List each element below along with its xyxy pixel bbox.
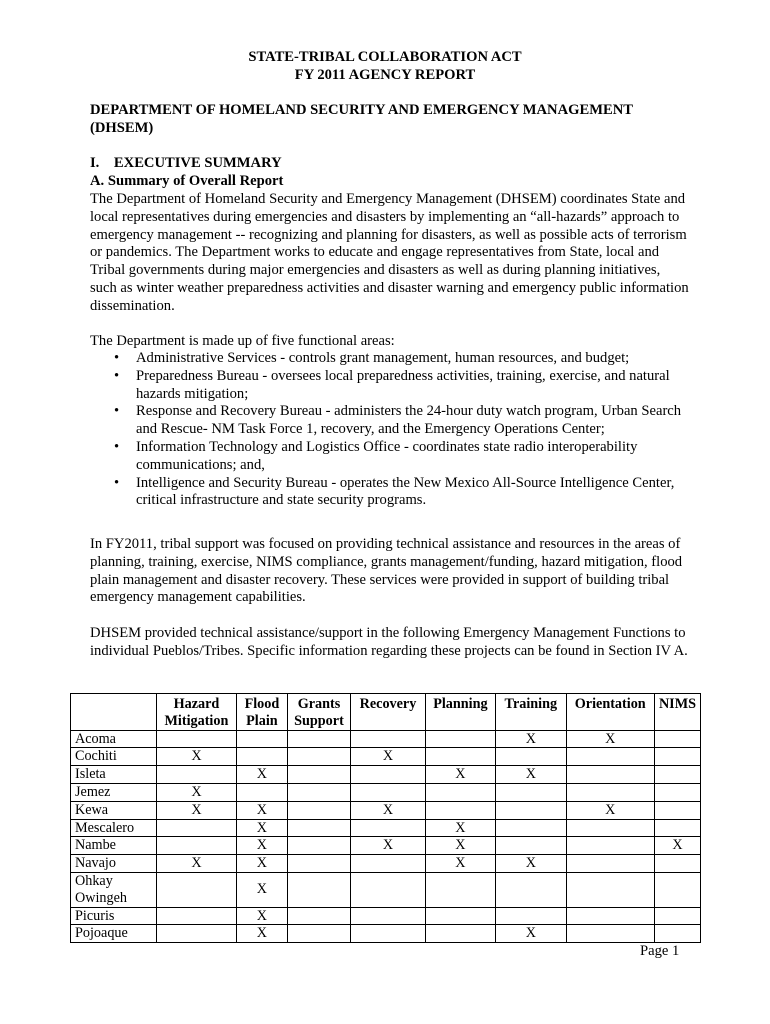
cell-recovery: [351, 872, 425, 907]
cell-hazard-mitigation: [156, 907, 236, 925]
cell-grants-support: [287, 783, 351, 801]
cell-orientation: [566, 819, 654, 837]
header-cell-planning: Planning: [425, 694, 495, 731]
cell-tribe: Cochiti: [71, 748, 157, 766]
cell-grants-support: [287, 855, 351, 873]
cell-recovery: [351, 730, 425, 748]
cell-hazard-mitigation: [156, 925, 236, 943]
cell-nims: [654, 819, 700, 837]
cell-planning: X: [425, 837, 495, 855]
cell-planning: [425, 748, 495, 766]
cell-orientation: [566, 907, 654, 925]
cell-flood-plain: X: [237, 766, 288, 784]
department-name: [90, 102, 690, 138]
cell-flood-plain: [237, 783, 288, 801]
cell-hazard-mitigation: [156, 837, 236, 855]
cell-tribe: Acoma: [71, 730, 157, 748]
cell-training: [496, 748, 566, 766]
cell-tribe: Isleta: [71, 766, 157, 784]
cell-tribe: Nambe: [71, 837, 157, 855]
cell-tribe: Mescalero: [71, 819, 157, 837]
table-row: [71, 872, 701, 907]
cell-hazard-mitigation: X: [156, 783, 236, 801]
report-title-line-1: STATE-TRIBAL COLLABORATION ACT: [248, 49, 522, 65]
list-item: • Intelligence and Security Bureau - operates the New Mexico All-Source Intelligence Center, critical infrastructure and state security programs.: [90, 475, 690, 511]
list-item: • Preparedness Bureau - oversees local preparedness activities, training, exercise, and natural hazards mitigation;: [90, 368, 690, 404]
cell-planning: [425, 907, 495, 925]
cell-flood-plain: X: [237, 925, 288, 943]
cell-flood-plain: [237, 748, 288, 766]
cell-orientation: [566, 766, 654, 784]
cell-tribe: Kewa: [71, 801, 157, 819]
cell-grants-support: [287, 730, 351, 748]
table-row: [71, 837, 701, 855]
cell-grants-support: [287, 801, 351, 819]
table-header-row: [71, 694, 701, 731]
cell-training: X: [496, 766, 566, 784]
cell-flood-plain: X: [237, 872, 288, 907]
cell-flood-plain: X: [237, 801, 288, 819]
cell-tribe: Pojoaque: [71, 925, 157, 943]
header-cell-training: Training: [496, 694, 566, 731]
cell-training: X: [496, 925, 566, 943]
cell-orientation: [566, 783, 654, 801]
cell-tribe: Ohkay Owingeh: [71, 872, 157, 907]
header-cell-flood-plain: Flood Plain: [237, 694, 288, 731]
cell-planning: [425, 730, 495, 748]
cell-recovery: [351, 819, 425, 837]
cell-recovery: [351, 783, 425, 801]
department-name-line-2: (DHSEM): [90, 119, 154, 136]
cell-planning: X: [425, 766, 495, 784]
cell-hazard-mitigation: [156, 730, 236, 748]
cell-recovery: X: [351, 837, 425, 855]
cell-planning: [425, 872, 495, 907]
cell-training: X: [496, 730, 566, 748]
cell-nims: [654, 783, 700, 801]
table-body: [71, 730, 701, 943]
table-row: [71, 766, 701, 784]
cell-planning: [425, 925, 495, 943]
department-name-line-1: DEPARTMENT OF HOMELAND SECURITY AND EMERGENCY MANAGEMENT: [90, 102, 633, 118]
cell-nims: [654, 907, 700, 925]
fy2011-paragraph: In FY2011, tribal support was focused on providing technical assistance and resources in the areas of planning, training, exercise, NIMS compliance, grants management/funding, hazard mitigation, flood plain management and disaster recovery. These services were provided in support of building tribal emergency management capabilities.: [90, 536, 683, 606]
cell-nims: [654, 925, 700, 943]
cell-flood-plain: X: [237, 837, 288, 855]
section-heading: I. EXECUTIVE SUMMARY: [90, 155, 282, 171]
report-title-line-2: FY 2011 AGENCY REPORT: [294, 67, 476, 83]
cell-orientation: X: [566, 730, 654, 748]
cell-hazard-mitigation: [156, 766, 236, 784]
cell-planning: [425, 801, 495, 819]
cell-orientation: [566, 925, 654, 943]
cell-recovery: [351, 766, 425, 784]
cell-tribe: Navajo: [71, 855, 157, 873]
cell-training: [496, 783, 566, 801]
cell-planning: X: [425, 855, 495, 873]
cell-planning: [425, 783, 495, 801]
functional-areas-list: [90, 350, 690, 510]
cell-grants-support: [287, 925, 351, 943]
cell-hazard-mitigation: [156, 819, 236, 837]
header-cell-tribe: [71, 694, 157, 731]
cell-nims: X: [654, 837, 700, 855]
table-row: [71, 783, 701, 801]
cell-recovery: [351, 925, 425, 943]
cell-nims: [654, 730, 700, 748]
table-row: [71, 925, 701, 943]
functions-table: [70, 693, 701, 943]
page-number: Page 1: [640, 943, 680, 959]
functional-areas-intro: The Department is made up of five functional areas:: [90, 333, 395, 349]
list-item: • Response and Recovery Bureau - administers the 24-hour duty watch program, Urban Search and Rescue- NM Task Force 1, recovery, and the Emergency Operations Center;: [90, 403, 690, 439]
cell-training: [496, 907, 566, 925]
cell-hazard-mitigation: [156, 872, 236, 907]
header-cell-hazard-mitigation: Hazard Mitigation: [156, 694, 236, 731]
dhsem-support-paragraph: DHSEM provided technical assistance/support in the following Emergency Management Functions to individual Pueblos/Tribes. Specific information regarding these projects can be found in Section IV A.: [90, 625, 688, 659]
cell-tribe: Picuris: [71, 907, 157, 925]
cell-grants-support: [287, 819, 351, 837]
cell-training: [496, 872, 566, 907]
cell-nims: [654, 801, 700, 819]
cell-nims: [654, 872, 700, 907]
cell-planning: X: [425, 819, 495, 837]
cell-tribe: Jemez: [71, 783, 157, 801]
cell-grants-support: [287, 872, 351, 907]
cell-orientation: [566, 855, 654, 873]
cell-training: [496, 819, 566, 837]
cell-hazard-mitigation: X: [156, 801, 236, 819]
cell-flood-plain: X: [237, 907, 288, 925]
cell-flood-plain: X: [237, 819, 288, 837]
table-row: [71, 907, 701, 925]
cell-orientation: [566, 837, 654, 855]
cell-hazard-mitigation: X: [156, 855, 236, 873]
cell-recovery: [351, 855, 425, 873]
cell-hazard-mitigation: X: [156, 748, 236, 766]
header-cell-nims: NIMS: [654, 694, 700, 731]
cell-training: X: [496, 855, 566, 873]
cell-orientation: [566, 872, 654, 907]
header-cell-recovery: Recovery: [351, 694, 425, 731]
table-row: [71, 801, 701, 819]
cell-flood-plain: [237, 730, 288, 748]
cell-nims: [654, 766, 700, 784]
table-row: [71, 748, 701, 766]
table-row: [71, 855, 701, 873]
cell-grants-support: [287, 748, 351, 766]
section-subheading: A. Summary of Overall Report: [90, 173, 284, 189]
list-item: • Administrative Services - controls grant management, human resources, and budget;: [90, 350, 690, 368]
cell-recovery: [351, 907, 425, 925]
cell-grants-support: [287, 907, 351, 925]
header-cell-grants-support: Grants Support: [287, 694, 351, 731]
cell-flood-plain: X: [237, 855, 288, 873]
cell-orientation: X: [566, 801, 654, 819]
summary-paragraph: The Department of Homeland Security and Emergency Management (DHSEM) coordinates State and local representatives during emergencies and disasters by implementing an “all-hazards” approach to emergency management -- recognizing and planning for disasters, as well as possible acts of terrorism or pandemics. The Department works to educate and engage representatives from State, local and Tribal governments during major emergencies and disasters as well as during planning initiatives, such as winter weather preparedness activities and disaster warning and emergency public information dissemination.: [90, 191, 689, 314]
header-cell-orientation: Orientation: [566, 694, 654, 731]
cell-training: [496, 801, 566, 819]
table-row: [71, 819, 701, 837]
cell-recovery: X: [351, 748, 425, 766]
cell-grants-support: [287, 766, 351, 784]
cell-recovery: X: [351, 801, 425, 819]
cell-grants-support: [287, 837, 351, 855]
cell-nims: [654, 748, 700, 766]
cell-training: [496, 837, 566, 855]
cell-nims: [654, 855, 700, 873]
cell-orientation: [566, 748, 654, 766]
list-item: • Information Technology and Logistics Office - coordinates state radio interoperability communications; and,: [90, 439, 690, 475]
table-row: [71, 730, 701, 748]
